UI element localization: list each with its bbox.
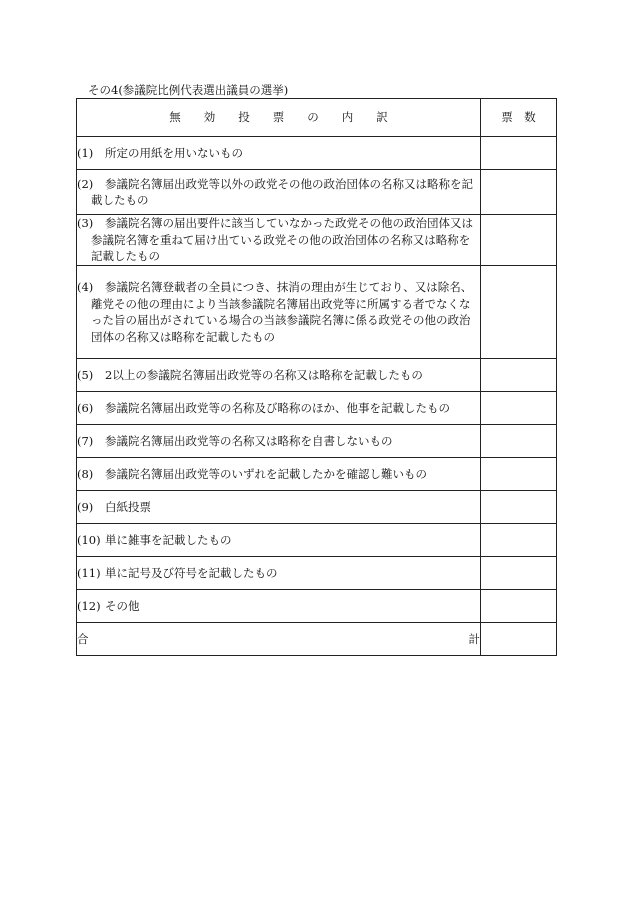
table-row (77, 491, 557, 524)
row-description (77, 524, 481, 557)
row-number: (9) (77, 499, 94, 514)
row-description (77, 590, 481, 623)
row-count-cell[interactable] (481, 215, 557, 266)
table-row (77, 557, 557, 590)
row-description (77, 137, 481, 170)
header-description: 無 効 投 票 の 内 訳 (77, 99, 481, 137)
row-count-cell[interactable] (481, 266, 557, 359)
table-row (77, 524, 557, 557)
row-description (77, 170, 481, 215)
row-text: 2以上の参議院名簿届出政党等の名称又は略称を記載したもの (105, 367, 423, 382)
row-text: 参議院名簿届出政党等のいずれを記載したかを確認し難いもの (105, 466, 427, 481)
row-count-cell[interactable] (481, 170, 557, 215)
row-number: (3) (77, 216, 94, 231)
row-count-cell[interactable] (481, 392, 557, 425)
row-count-cell[interactable] (481, 557, 557, 590)
row-number: (10) (77, 532, 101, 547)
row-text: 所定の用紙を用いないもの (105, 145, 243, 160)
total-label-right: 計 (468, 631, 480, 646)
row-number: (1) (77, 145, 94, 160)
row-description (77, 491, 481, 524)
row-count-cell[interactable] (481, 458, 557, 491)
row-description (77, 458, 481, 491)
table-row (77, 170, 557, 215)
row-text: 参議院名簿届出政党等の名称又は略称を自書しないもの (105, 433, 393, 448)
row-text: 白紙投票 (105, 499, 151, 514)
row-count-cell[interactable] (481, 137, 557, 170)
row-number: (5) (77, 367, 94, 382)
row-text: 単に雑事を記載したもの (105, 532, 232, 547)
table-row (77, 425, 557, 458)
table-row (77, 266, 557, 359)
total-label-left: 合 (77, 631, 89, 646)
table-row (77, 590, 557, 623)
table-row (77, 215, 557, 266)
invalid-votes-table (76, 98, 557, 656)
row-description (77, 392, 481, 425)
row-description (77, 359, 481, 392)
row-number: (4) (77, 280, 94, 294)
total-count-cell[interactable] (481, 623, 557, 656)
header-count: 票 数 (481, 99, 557, 137)
table-row (77, 359, 557, 392)
table-header-row (77, 99, 557, 137)
row-number: (7) (77, 433, 94, 448)
row-number: (6) (77, 400, 94, 415)
row-count-cell[interactable] (481, 590, 557, 623)
row-text: 参議院名簿の届出要件に該当していなかった政党その他の政治団体又は参議院名簿を重ねて届け出ている政党その他の政治団体の名称又は略称を記載したもの (91, 216, 473, 264)
total-label-cell (77, 623, 481, 656)
row-text: 単に記号及び符号を記載したもの (105, 565, 278, 580)
row-text: 参議院名簿登載者の全員につき、抹消の理由が生じており、又は除名、離党その他の理由により当該参議院名簿届出政党等に所属する者でなくなった旨の届出がされている場合の当該参議院名簿に係る政党その他の政治団体の名称又は略称を記載したもの (91, 280, 473, 344)
row-number: (11) (77, 565, 101, 580)
row-number: (8) (77, 466, 94, 481)
row-description (77, 425, 481, 458)
row-description (77, 266, 481, 359)
row-count-cell[interactable] (481, 359, 557, 392)
table-row (77, 458, 557, 491)
section-caption: その4(参議院比例代表選出議員の選挙) (88, 83, 289, 97)
table-row (77, 392, 557, 425)
row-text: その他 (105, 598, 140, 613)
row-number: (2) (77, 176, 94, 191)
row-count-cell[interactable] (481, 425, 557, 458)
row-number: (12) (77, 598, 101, 613)
row-count-cell[interactable] (481, 491, 557, 524)
row-text: 参議院名簿届出政党等の名称及び略称のほか、他事を記載したもの (105, 400, 450, 415)
total-row (77, 623, 557, 656)
table-row (77, 137, 557, 170)
row-description (77, 215, 481, 266)
row-description (77, 557, 481, 590)
row-text: 参議院名簿届出政党等以外の政党その他の政治団体の名称又は略称を記載したもの (91, 176, 473, 207)
row-count-cell[interactable] (481, 524, 557, 557)
